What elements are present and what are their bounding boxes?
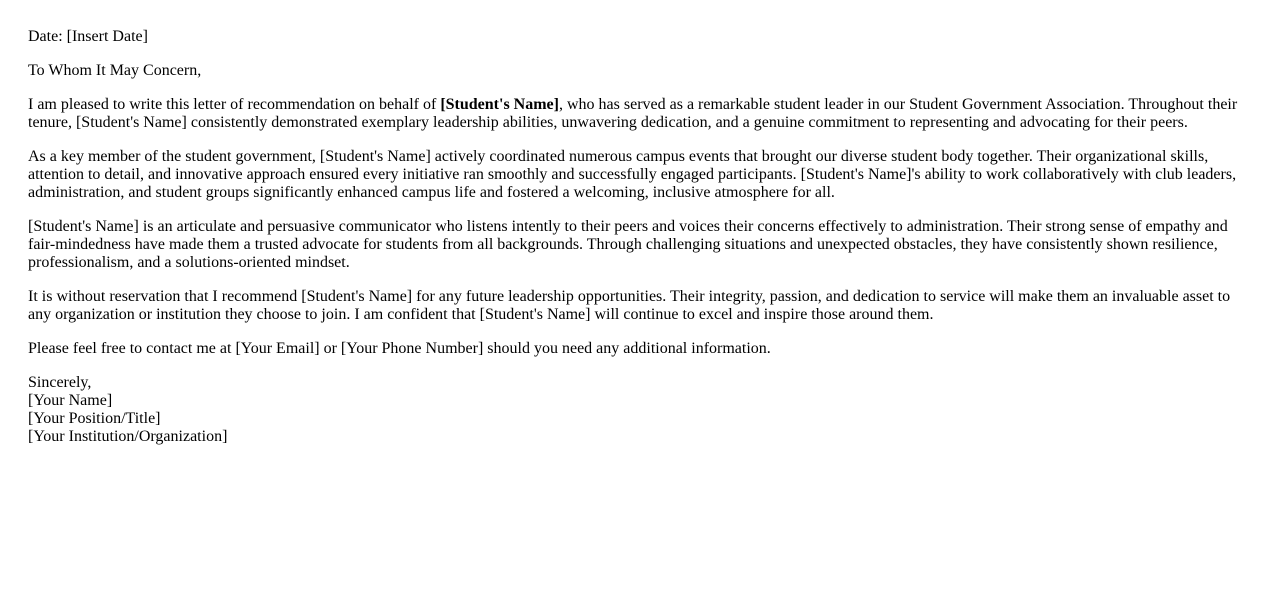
- intro-text-after: , who has served as a remarkable student leader in our Student Government Association. Throughout their tenure, [Student's Name] consistently demonstrated exemplary leadership abilities, unwavering dedication, and a genuine commitment to representing and advocating for their peers.: [28, 96, 1238, 131]
- sign-off: Sincerely,: [28, 374, 92, 391]
- paragraph-recommendation: It is without reservation that I recommend [Student's Name] for any future leadership opportunities. Their integrity, passion, and dedication to service will make them an invaluable asset to any organization or institution they choose to join. I am confident that [Student's Name] will continue to excel and inspire those around them.: [28, 288, 1231, 323]
- signer-title: [Your Position/Title]: [28, 410, 161, 427]
- signer-organization: [Your Institution/Organization]: [28, 428, 228, 445]
- paragraph-contact: Please feel free to contact me at [Your Email] or [Your Phone Number] should you need any additional information.: [28, 340, 771, 357]
- student-name-bold: [Student's Name]: [440, 96, 559, 113]
- recommendation-letter: [28, 28, 1248, 446]
- paragraph-events: As a key member of the student government, [Student's Name] actively coordinated numerous campus events that brought our diverse student body together. Their organizational skills, attention to detail, and innovative approach ensured every initiative ran smoothly and successfully engaged participants. [Student's Name]'s ability to work collaboratively with club leaders, administration, and student groups significantly enhanced campus life and fostered a welcoming, inclusive atmosphere for all.: [28, 148, 1237, 201]
- signer-name: [Your Name]: [28, 392, 113, 409]
- paragraph-communication: [Student's Name] is an articulate and persuasive communicator who listens intently to their peers and voices their concerns effectively to administration. Their strong sense of empathy and fair-mindedness have made them a trusted advocate for students from all backgrounds. Through challenging situations and unexpected obstacles, they have consistently shown resilience, professionalism, and a solutions-oriented mindset.: [28, 218, 1228, 271]
- intro-text-before: I am pleased to write this letter of recommendation on behalf of: [28, 96, 441, 113]
- paragraph-intro: [28, 96, 1248, 132]
- date-line: Date: [Insert Date]: [28, 28, 148, 45]
- salutation: To Whom It May Concern,: [28, 62, 202, 79]
